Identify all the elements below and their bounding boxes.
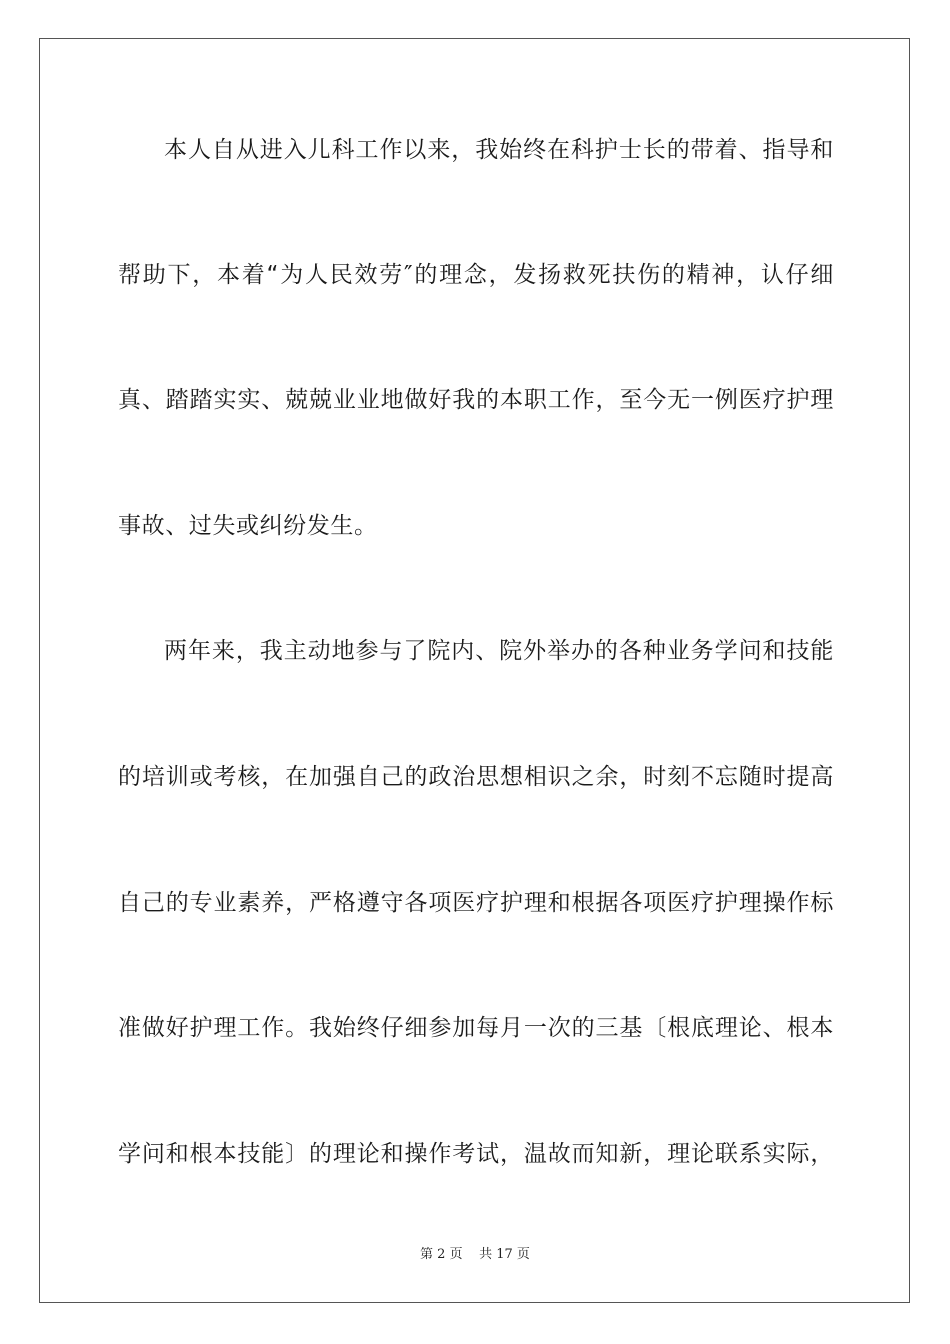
paragraph-2-line-3: 自己的专业素养，严格遵守各项医疗护理和根据各项医疗护理操作标 <box>118 890 834 916</box>
paragraph-2-line-1: 两年来，我主动地参与了院内、院外举办的各种业务学问和技能 <box>164 638 834 664</box>
paragraph-1-line-3: 真、踏踏实实、兢兢业业地做好我的本职工作，至今无一例医疗护理 <box>118 387 834 413</box>
paragraph-2-line-4: 准做好护理工作。我始终仔细参加每月一次的三基〔根底理论、根本 <box>118 1015 834 1041</box>
paragraph-2-line-2: 的培训或考核，在加强自己的政治思想相识之余，时刻不忘随时提高 <box>118 764 834 790</box>
paragraph-1-line-1: 本人自从进入儿科工作以来，我始终在科护士长的带着、指导和 <box>164 137 834 163</box>
page-number: 第 2 页 <box>420 1247 463 1262</box>
page-border <box>39 38 910 1303</box>
paragraph-1-line-2: 帮助下，本着“为人民效劳″的理念，发扬救死扶伤的精神，认仔细 <box>118 262 834 288</box>
paragraph-2-line-5: 学问和根本技能〕的理论和操作考试，温故而知新，理论联系实际， <box>118 1141 834 1167</box>
page-total: 共 17 页 <box>479 1247 530 1262</box>
page-footer <box>0 1246 950 1264</box>
paragraph-1-line-4: 事故、过失或纠纷发生。 <box>118 513 378 539</box>
